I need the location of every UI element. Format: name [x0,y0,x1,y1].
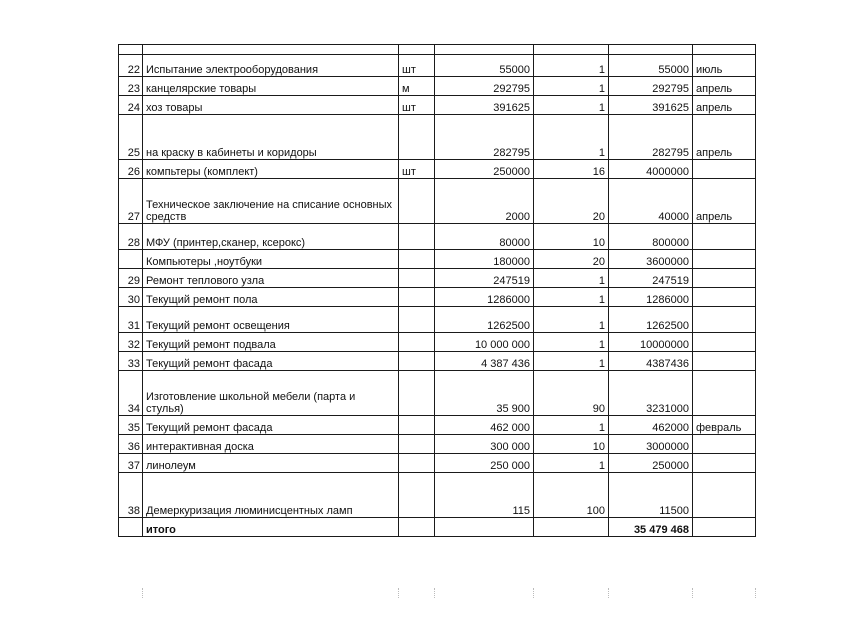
cell-quantity: 1 [534,269,609,288]
cell-month [693,371,756,416]
cell-month: февраль [693,416,756,435]
cell-row-index: 37 [119,454,143,473]
cell-unit [399,371,435,416]
cell-quantity: 1 [534,77,609,96]
cell-unit [399,179,435,224]
cell-unit: шт [399,160,435,179]
cell-unit-price: 115 [435,473,534,518]
cell-unit-price: 1262500 [435,307,534,333]
table-row [119,269,756,288]
budget-table [118,44,756,537]
cell-row-index: 33 [119,352,143,371]
cell-item-name: интерактивная доска [143,435,399,454]
cell-quantity [534,518,609,537]
total-row [119,518,756,537]
cell-item-name: хоз товары [143,96,399,115]
cell-item-name: компьтеры (комплект) [143,160,399,179]
cell-total-sum: 250000 [609,454,693,473]
cell-unit-price: 4 387 436 [435,352,534,371]
cell-unit-price: 247519 [435,269,534,288]
cell-item-name: Демеркуризация люминисцентных ламп [143,473,399,518]
cell-quantity [534,45,609,55]
cell-month [693,269,756,288]
cell-month: апрель [693,115,756,160]
cell-quantity: 1 [534,96,609,115]
cell-item-name: Техническое заключение на списание основных средств [143,179,399,224]
cell-month [693,454,756,473]
cell-unit-price: 1286000 [435,288,534,307]
cell-row-index: 28 [119,224,143,250]
cell-row-index: 25 [119,115,143,160]
table-row [119,77,756,96]
table-row [119,333,756,352]
cell-month: апрель [693,77,756,96]
cell-unit [399,269,435,288]
cell-unit-price: 462 000 [435,416,534,435]
table-row [119,45,756,55]
cell-quantity: 1 [534,333,609,352]
cell-row-index [119,45,143,55]
cell-item-name: Текущий ремонт пола [143,288,399,307]
cell-total-sum: 1262500 [609,307,693,333]
cell-unit-price: 391625 [435,96,534,115]
cell-month [693,435,756,454]
cell-month [693,518,756,537]
cell-total-sum: 4387436 [609,352,693,371]
cell-total-sum: 11500 [609,473,693,518]
cell-total-sum: 4000000 [609,160,693,179]
cell-unit [399,518,435,537]
cell-total-sum: 292795 [609,77,693,96]
cell-total-sum: 3000000 [609,435,693,454]
cell-quantity: 1 [534,307,609,333]
cell-unit-price [435,518,534,537]
cell-total-sum: 247519 [609,269,693,288]
cell-total-sum [609,45,693,55]
cell-item-name: линолеум [143,454,399,473]
cell-quantity: 1 [534,416,609,435]
cell-unit-price: 80000 [435,224,534,250]
cell-unit-price: 282795 [435,115,534,160]
cell-unit-price: 300 000 [435,435,534,454]
cell-month [693,224,756,250]
cell-month [693,307,756,333]
cell-total-sum: 282795 [609,115,693,160]
cell-unit [399,307,435,333]
cell-unit: шт [399,55,435,77]
cell-item-name: канцелярские товары [143,77,399,96]
cell-row-index: 30 [119,288,143,307]
cell-row-index: 32 [119,333,143,352]
cell-unit-price: 2000 [435,179,534,224]
cell-quantity: 10 [534,435,609,454]
cell-item-name: МФУ (принтер,сканер, ксерокс) [143,224,399,250]
cell-row-index [119,250,143,269]
cell-item-name: Изготовление школьной мебели (парта и стулья) [143,371,399,416]
cell-month [693,160,756,179]
table-row [119,250,756,269]
cell-total-sum: 40000 [609,179,693,224]
cell-row-index: 23 [119,77,143,96]
table-row [119,352,756,371]
cell-unit: шт [399,96,435,115]
cell-item-name: Текущий ремонт подвала [143,333,399,352]
cell-item-name: Текущий ремонт освещения [143,307,399,333]
cell-quantity: 1 [534,352,609,371]
cell-row-index: 38 [119,473,143,518]
cell-quantity: 16 [534,160,609,179]
cell-unit [399,473,435,518]
cell-item-name: Текущий ремонт фасада [143,416,399,435]
cell-unit-price: 35 900 [435,371,534,416]
table-row [119,454,756,473]
table-row [119,371,756,416]
cell-item-name: Компьютеры ,ноутбуки [143,250,399,269]
cell-unit [399,416,435,435]
table-row [119,160,756,179]
cell-row-index: 29 [119,269,143,288]
cell-unit: м [399,77,435,96]
cell-month [693,288,756,307]
cell-unit-price: 292795 [435,77,534,96]
table-row [119,288,756,307]
grid-below [118,588,755,600]
cell-row-index: 22 [119,55,143,77]
table-row [119,224,756,250]
cell-total-sum: 10000000 [609,333,693,352]
cell-unit [399,454,435,473]
cell-quantity: 100 [534,473,609,518]
cell-row-index: 27 [119,179,143,224]
table-row [119,435,756,454]
cell-quantity: 10 [534,224,609,250]
cell-total-sum: 3600000 [609,250,693,269]
cell-row-index: 36 [119,435,143,454]
cell-month [693,473,756,518]
cell-unit-price [435,45,534,55]
cell-unit-price: 55000 [435,55,534,77]
cell-item-name: Испытание электрооборудования [143,55,399,77]
cell-unit-price: 250 000 [435,454,534,473]
cell-unit [399,435,435,454]
cell-item-name: на краску в кабинеты и коридоры [143,115,399,160]
cell-item-name: Текущий ремонт фасада [143,352,399,371]
table-row [119,416,756,435]
cell-total-sum: 35 479 468 [609,518,693,537]
cell-row-index [119,518,143,537]
cell-total-sum: 1286000 [609,288,693,307]
cell-unit-price: 250000 [435,160,534,179]
cell-month [693,250,756,269]
cell-unit [399,352,435,371]
cell-row-index: 31 [119,307,143,333]
cell-month [693,45,756,55]
cell-quantity: 20 [534,250,609,269]
cell-total-sum: 3231000 [609,371,693,416]
cell-row-index: 34 [119,371,143,416]
cell-month [693,333,756,352]
table-row [119,307,756,333]
cell-item-name: итого [143,518,399,537]
cell-item-name [143,45,399,55]
table-row [119,473,756,518]
cell-row-index: 26 [119,160,143,179]
cell-total-sum: 800000 [609,224,693,250]
table-row [119,179,756,224]
cell-month: июль [693,55,756,77]
cell-unit-price: 180000 [435,250,534,269]
spreadsheet [118,44,755,537]
cell-total-sum: 391625 [609,96,693,115]
cell-total-sum: 55000 [609,55,693,77]
cell-unit [399,288,435,307]
cell-total-sum: 462000 [609,416,693,435]
cell-quantity: 1 [534,55,609,77]
cell-unit [399,115,435,160]
cell-month: апрель [693,96,756,115]
table-row [119,96,756,115]
cell-item-name: Ремонт теплового узла [143,269,399,288]
cell-unit [399,45,435,55]
cell-month: апрель [693,179,756,224]
cell-quantity: 20 [534,179,609,224]
cell-quantity: 1 [534,288,609,307]
cell-quantity: 1 [534,454,609,473]
cell-unit [399,333,435,352]
table-row [119,55,756,77]
cell-unit-price: 10 000 000 [435,333,534,352]
cell-row-index: 24 [119,96,143,115]
cell-quantity: 90 [534,371,609,416]
cell-month [693,352,756,371]
cell-unit [399,250,435,269]
cell-quantity: 1 [534,115,609,160]
cell-unit [399,224,435,250]
table-row [119,115,756,160]
cell-row-index: 35 [119,416,143,435]
